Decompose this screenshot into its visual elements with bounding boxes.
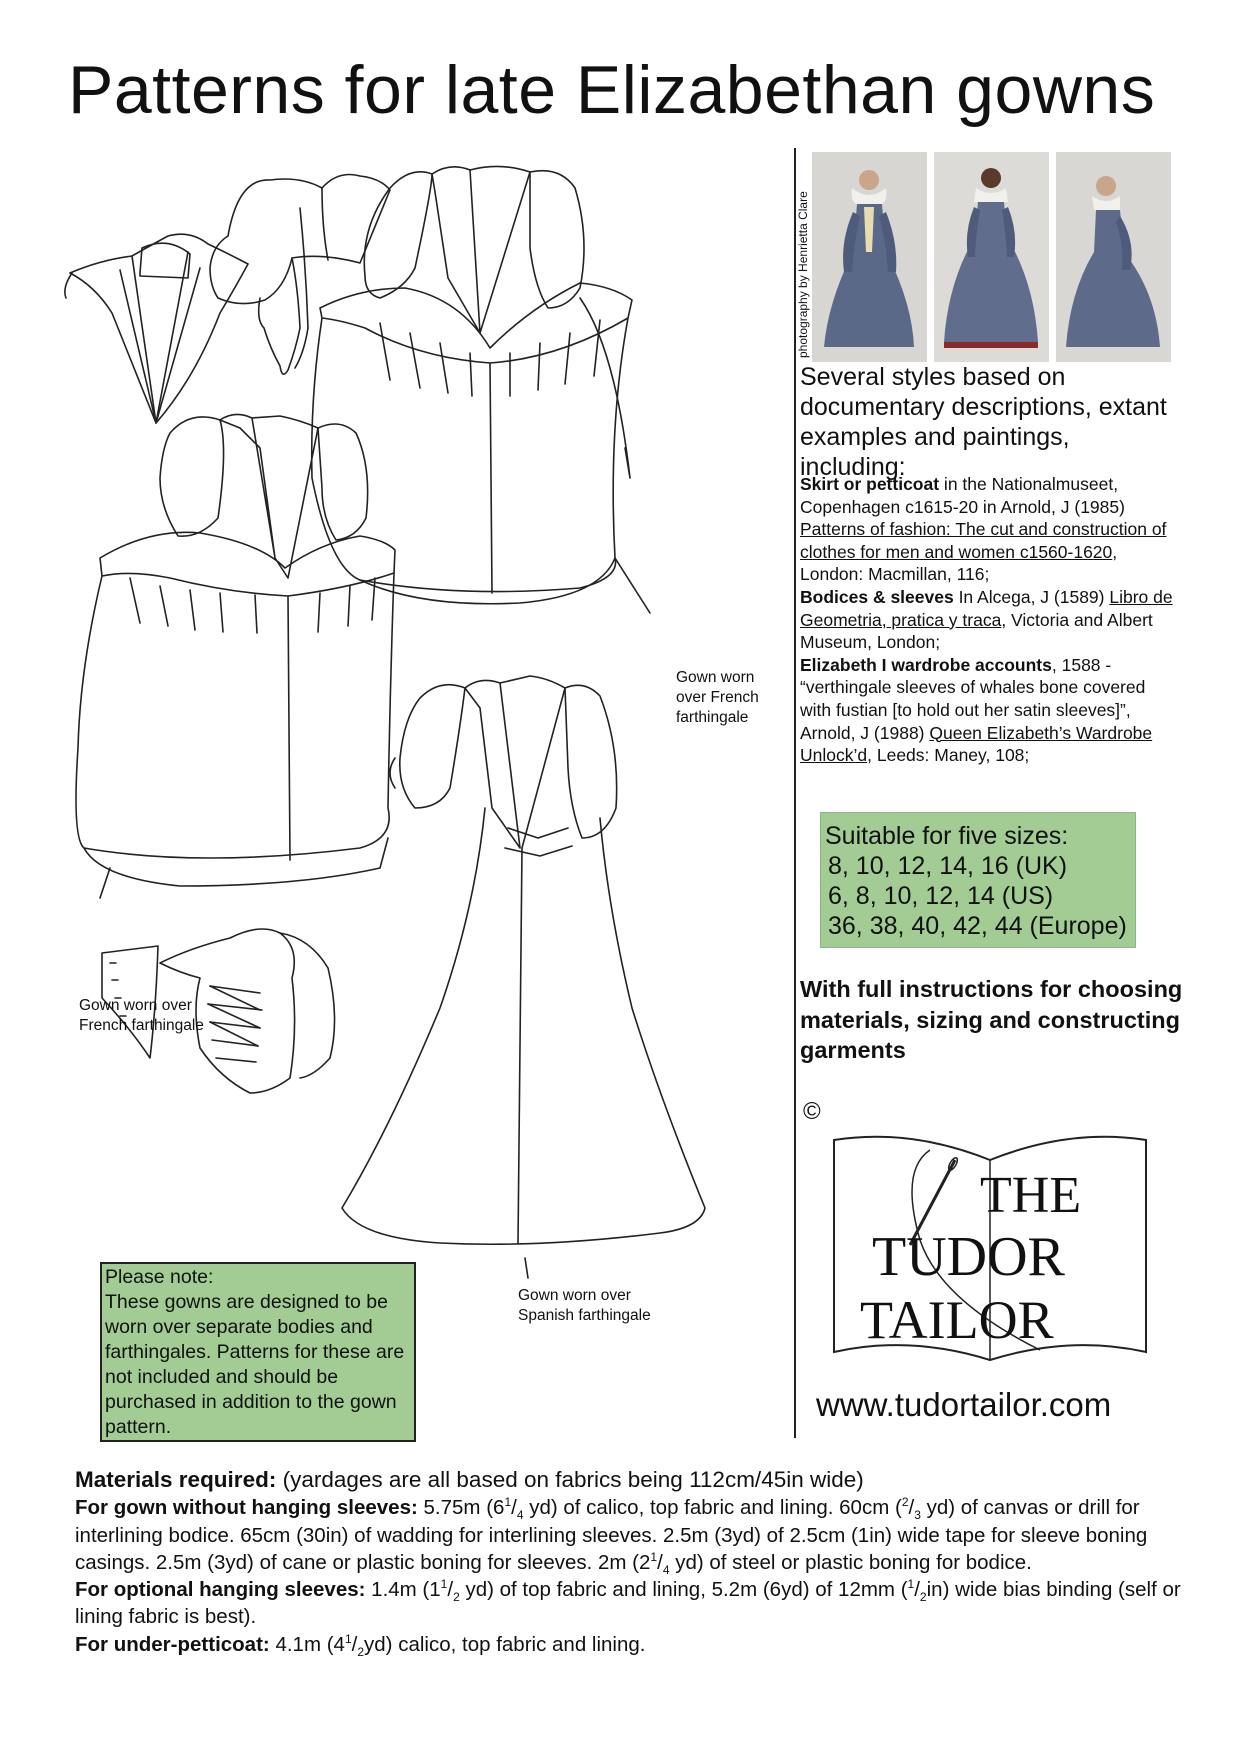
fraction-num: 1 [504,1495,512,1510]
fraction-den: 4 [516,1508,524,1523]
ref-1-book: Patterns of fashion: The cut and construction of clothes for men and women c1560-1620 [800,519,1167,562]
fraction-den: 4 [662,1562,670,1577]
fraction-num: 1 [650,1550,658,1565]
gown-photo-side-seated [1056,152,1171,362]
ref-3-text: , 1588 - “verthingale sleeves of whales bone covered with fustian [to hold out her satin sleeves]”, Arnold, J (1988) [800,654,1146,743]
logo-word-tailor: TAILOR [860,1290,1054,1350]
materials-section: Materials required: (yardages are all based on fabrics being 112cm/45in wide) For gown without hanging sleeves: 5.75m ($6^1/_4$ yd) of calico, top fabric and lining. 60cm ($^2/_3$ yd) of canvas or drill for interlining bodice. 65cm (30in) of wadding for interlining sleeves. 2.5m (3yd) of 2.5cm (1in) wide tape for sleeve boning casings. 2.5m (3yd) of cane or plastic boning for sleeves. 2m ($2^1/_4$ yd) of steel or plastic boning for bodice. For optional hanging sleeves: 1.4m ($1^1/_2$ yd) of top fabric and lining, 5.2m (6yd) of 12mm $(^1/_2in)$ wide bias binding (self or lining fabric is best). For under-petticoat: 4.1m $(4^1/_2yd)$ calico, top fabric and lining. [75,1467,1181,1659]
photo-credit: photography by Henrietta Clare [796,191,810,358]
instructions-text: With full instructions for choosing materials, sizing and constructing garments [800,976,1183,1063]
note-heading: Please note: [105,1266,214,1288]
caption-line: Gown worn over [79,997,192,1014]
ref-2-tail: , Victoria and Albert Museum, London; [800,609,1153,653]
ref-3-tail: , Leeds: Maney, 108; [867,745,1030,766]
caption-spanish-farthingale [518,1286,651,1326]
sleeve-piece-illustration [210,175,390,375]
fraction-num: 1 [344,1631,352,1646]
ref-1-text: in the Nationalmuseet, Copenhagen c1615-20 in Arnold, J (1985) [800,474,1125,517]
caption-line: Spanish farthingale [518,1307,651,1324]
text: yd) of steel or plastic boning for bodice. [669,1550,1032,1574]
gown-photo-front-seated [812,152,927,362]
caption-line: French farthingale [79,1017,204,1034]
caption-line: farthingale [676,709,749,726]
sizes-heading: Suitable for five sizes: [825,822,1069,850]
logo-word-the: THE [980,1167,1082,1224]
text: 1.4m (1 [365,1578,441,1602]
gown-illustrations [60,148,792,1448]
ref-3-title: Elizabeth I wardrobe accounts [800,654,1052,675]
caption-french-farthingale-1 [676,668,759,728]
photo-figure [1056,152,1171,362]
fraction-den: 3 [914,1508,921,1523]
caption-line: over French [676,689,759,706]
gown-spanish-farthingale [342,676,705,1278]
text: in) wide bias binding (self or lining fabric is best). [75,1578,1181,1629]
ref-2-title: Bodices & sleeves [800,586,954,607]
sizes-us: 6, 8, 10, 12, 14 (US) [828,882,1054,910]
gown-french-farthingale-1 [312,166,650,613]
sizes-uk: 8, 10, 12, 14, 16 (UK) [828,852,1068,880]
ref-2-text: In Alcega, J (1589) [953,586,1110,607]
sizes-box [820,812,1136,948]
text: 4.1m (4 [269,1632,345,1656]
fraction-den: 2 [453,1590,460,1605]
text: 5.75m (6 [417,1496,505,1520]
page-title: Patterns for late Elizabethan gowns [68,52,1156,128]
sizes-eu: 36, 38, 40, 42, 44 (Europe) [828,912,1127,940]
ref-1-tail: , London: Macmillan, 116; [800,541,1118,585]
reference-list [800,473,1180,767]
website-url[interactable]: www.tudortailor.com [816,1386,1112,1423]
text: yd) of calico, top fabric and lining. 60cm ( [523,1496,902,1520]
caption-line: Gown worn over [518,1287,631,1304]
tudor-tailor-logo [830,1130,1150,1370]
gown-heading: For gown without hanging sleeves: [75,1496,418,1520]
ref-3-book: Queen Elizabeth’s Wardrobe Unlock’d [800,722,1153,766]
fraction-num: 1 [907,1577,915,1592]
materials-note: (yardages are all based on fabrics being 112cm/45in wide) [276,1467,864,1492]
under-petticoat-heading: For under-petticoat: [75,1632,270,1656]
gown-french-farthingale-2 [76,414,395,898]
bodice-front-illustration [65,234,248,423]
gown-photo-back [934,152,1049,362]
hanging-sleeves-heading: For optional hanging sleeves: [75,1578,366,1602]
photo-figure [812,152,927,362]
logo-word-tudor: TUDOR [872,1226,1065,1288]
ref-1-title: Skirt or petticoat [800,474,940,494]
materials-heading: Materials required: [75,1467,277,1492]
caption-french-farthingale-2 [79,996,204,1036]
fraction-den: 2 [357,1644,365,1659]
fraction-num: 1 [440,1577,448,1592]
text: yd) calico, top fabric and lining. [364,1632,646,1656]
fraction-num: 2 [901,1495,909,1510]
text: yd) of canvas or drill for interlining bodice. 65cm (30in) of wadding for interlining sleeves. 2.5m (3yd) of 2.5cm (1in) wide tape for sleeve boning casings. 2.5m (3yd) of cane or plastic boning for sleeves. 2m (2 [75,1496,1148,1574]
intro-text: Several styles based on documentary descriptions, extant examples and paintings, including: [800,363,1167,481]
fraction-den: 2 [919,1590,927,1605]
caption-line: Gown worn [676,669,755,686]
please-note-box [100,1262,416,1442]
note-body: These gowns are designed to be worn over separate bodies and farthingales. Patterns for these are not included and should be purchased in addition to the gown pattern. [105,1291,405,1438]
photo-figure [934,152,1049,362]
ref-2-book: Libro de Geometria, pratica y traca [800,586,1173,630]
text: yd) of top fabric and lining, 5.2m (6yd) of 12mm ( [459,1578,908,1602]
copyright-symbol: © [803,1098,821,1125]
